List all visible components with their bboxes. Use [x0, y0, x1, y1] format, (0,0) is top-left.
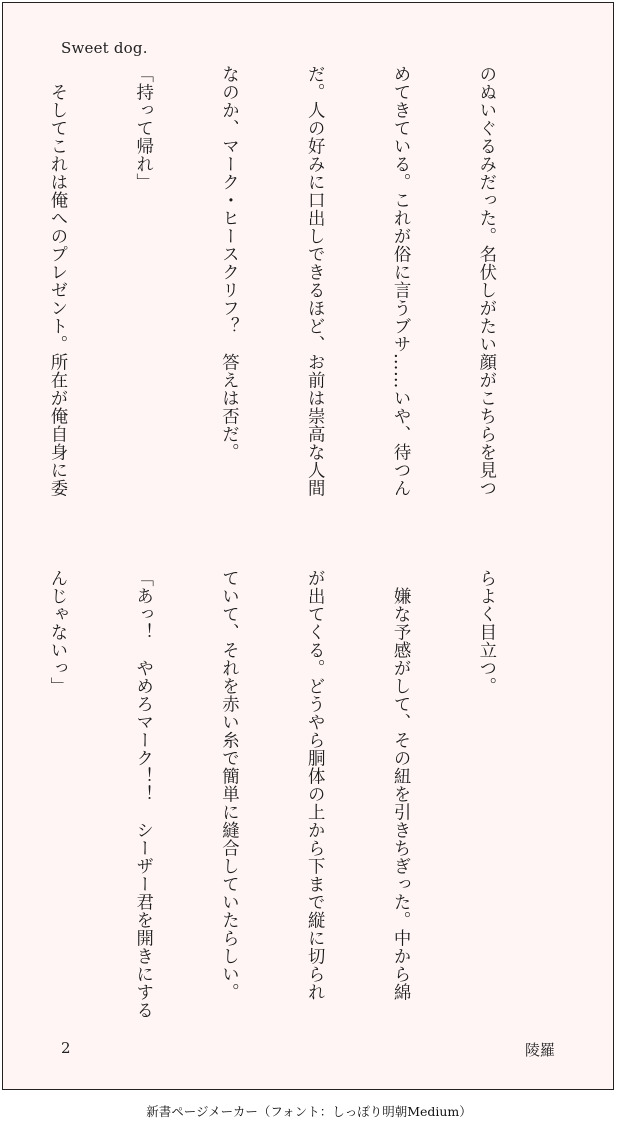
text-line: んじゃないっ」	[46, 569, 67, 695]
text-block-top	[0, 65, 557, 545]
text-line: ていて、それを赤い糸で簡単に縫合していたらしい。	[218, 569, 239, 1001]
text-line: だ。人の好みに口出しできるほど、お前は崇高な人間	[304, 65, 325, 497]
manuscript-page	[2, 2, 614, 1090]
page-number: 2	[61, 1039, 71, 1057]
app-credit-note: 新書ページメーカー（フォント：しっぽり明朝Medium）	[146, 1104, 472, 1119]
text-line: そしてこれは俺へのプレゼント。所在が俺自身に委	[46, 65, 67, 497]
text-line: めてきている。これが俗に言うブサ……いや、待つん	[390, 65, 411, 497]
page-title: Sweet dog.	[61, 39, 148, 57]
author-name: 陵羅	[524, 1041, 555, 1059]
text-line: なのか、マーク・ヒースクリフ？ 答えは否だ。	[218, 65, 239, 461]
text-line: らよく目立つ。	[475, 569, 496, 695]
text-line: が出てくる。どうやら胴体の上から下まで縦に切られ	[304, 569, 325, 1001]
text-line: 「持って帰れ」	[132, 65, 153, 191]
text-block-bottom	[0, 569, 557, 1049]
text-line: 「あっ！ やめろマーク！！ シーザー君を開きにする	[132, 569, 153, 1019]
text-line: のぬいぐるみだった。名伏しがたい顔がこちらを見つ	[475, 65, 496, 497]
text-line: 嫌な予感がして、その紐を引きちぎった。中から綿	[390, 569, 411, 1001]
